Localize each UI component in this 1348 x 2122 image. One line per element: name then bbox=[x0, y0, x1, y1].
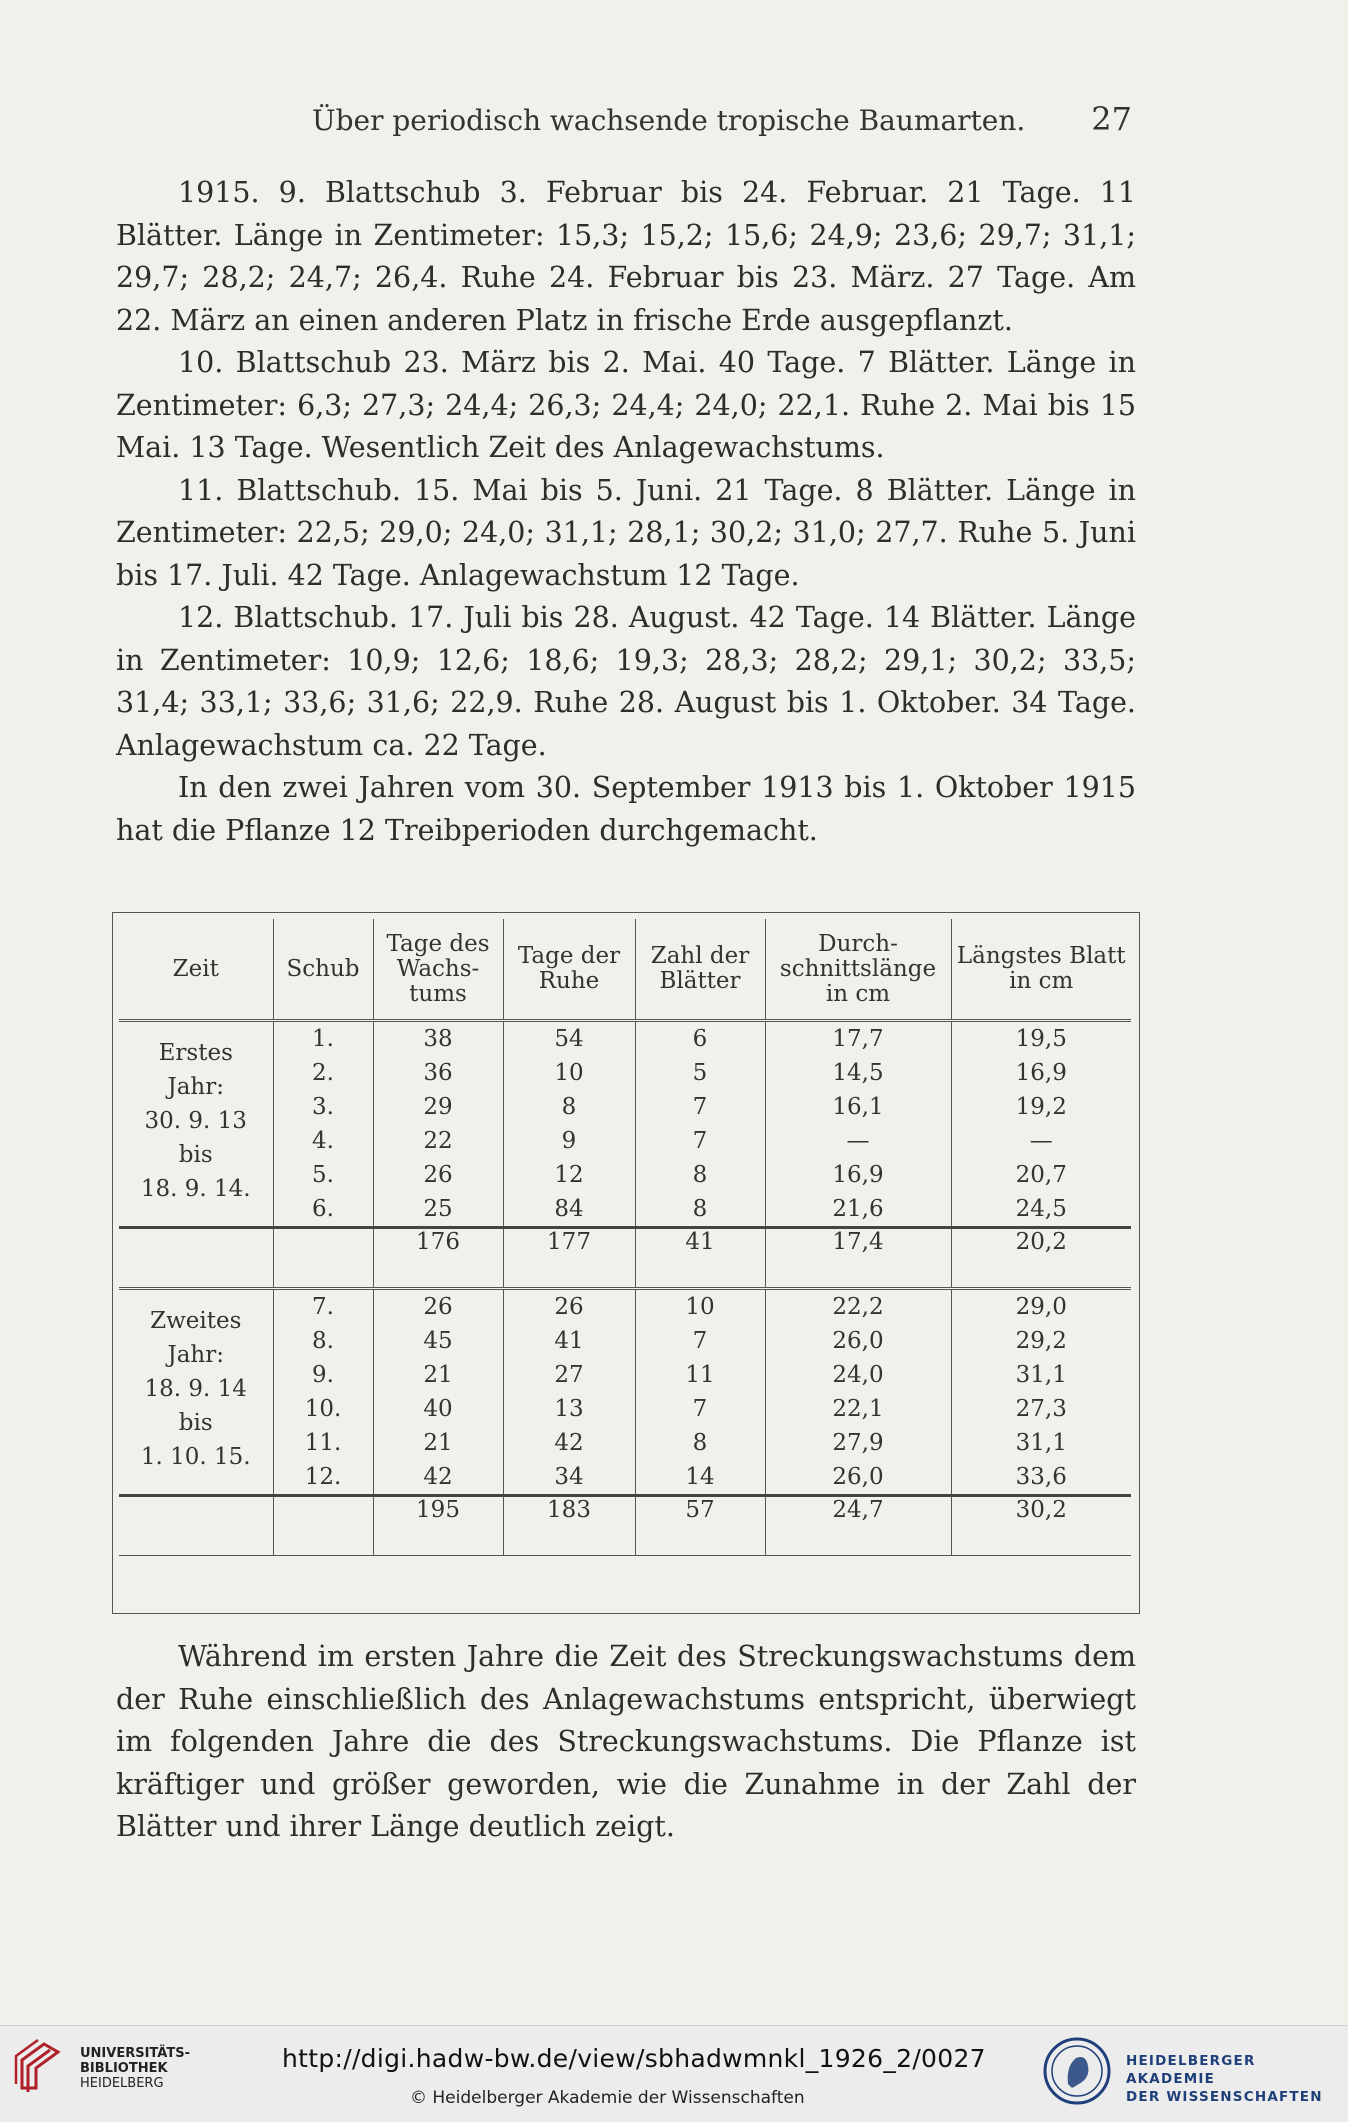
table-cell: 14 bbox=[685, 1464, 715, 1490]
table-cell: 42 bbox=[554, 1430, 584, 1456]
sum-cell: 183 bbox=[503, 1496, 635, 1556]
year1-column-3 bbox=[635, 1021, 765, 1228]
year2-period-label: Zweites Jahr: 18. 9. 14 bis 1. 10. 15. bbox=[119, 1289, 273, 1496]
sum-cell: 177 bbox=[503, 1228, 635, 1289]
table-cell: 2. bbox=[312, 1060, 334, 1086]
year2-column-5 bbox=[951, 1289, 1131, 1496]
table-cell: 22,2 bbox=[832, 1294, 884, 1320]
university-library-name: UNIVERSITÄTS- BIBLIOTHEK HEIDELBERG bbox=[80, 2046, 190, 2091]
table-cell: 29,0 bbox=[1015, 1294, 1067, 1320]
sum-cell: 17,4 bbox=[765, 1228, 951, 1289]
header-tage-wachstum: Tage des Wachs-tums bbox=[373, 919, 503, 1021]
table-cell: 8 bbox=[692, 1162, 708, 1188]
table-cell: 11 bbox=[685, 1362, 715, 1388]
table-cell: 9 bbox=[561, 1128, 577, 1154]
year1-column-0 bbox=[273, 1021, 373, 1228]
table-cell: 6 bbox=[692, 1026, 708, 1052]
table-cell: 16,1 bbox=[832, 1094, 884, 1120]
table-cell: 7 bbox=[692, 1396, 708, 1422]
table-cell: 26 bbox=[423, 1294, 453, 1320]
table-cell: 29,2 bbox=[1015, 1328, 1067, 1354]
sum-cell: 176 bbox=[373, 1228, 503, 1289]
table-header-row bbox=[119, 919, 1131, 1021]
sum-cell: 41 bbox=[635, 1228, 765, 1289]
table-cell: 41 bbox=[554, 1328, 584, 1354]
body-text bbox=[116, 172, 1136, 852]
page-number: 27 bbox=[1091, 100, 1132, 138]
empty-cell bbox=[119, 1496, 273, 1556]
table-cell: 8 bbox=[692, 1430, 708, 1456]
table-cell: 29 bbox=[423, 1094, 453, 1120]
empty-cell bbox=[273, 1228, 373, 1289]
table-cell: 31,1 bbox=[1015, 1430, 1067, 1456]
table-cell: 9. bbox=[312, 1362, 334, 1388]
year2-column-3 bbox=[635, 1289, 765, 1496]
table-cell: 5 bbox=[692, 1060, 708, 1086]
table-cell: 33,6 bbox=[1015, 1464, 1067, 1490]
table-cell: 31,1 bbox=[1015, 1362, 1067, 1388]
paragraph-blattschub-9: 1915. 9. Blattschub 3. Februar bis 24. Februar. 21 Tage. 11 Blätter. Länge in Zentimeter: 15,3; 15,2; 15,6; 24,9; 23,6; 29,7; 31,1; 29,7; 28,2; 24,7; 26,4. Ruhe 24. Februar bis 23. März. 27 Tage. Am 22. März an einen anderen Platz in frische Erde ausgepflanzt. bbox=[116, 176, 1136, 337]
table-cell: 16,9 bbox=[832, 1162, 884, 1188]
table-cell: 10. bbox=[304, 1396, 342, 1422]
table-cell: 7 bbox=[692, 1328, 708, 1354]
table-cell: 19,2 bbox=[1015, 1094, 1067, 1120]
paragraph-summary: In den zwei Jahren vom 30. September 1913 bis 1. Oktober 1915 hat die Pflanze 12 Treibperioden durchgemacht. bbox=[116, 771, 1136, 847]
sum-cell: 24,7 bbox=[765, 1496, 951, 1556]
header-durchschnittslaenge: Durch-schnittslänge in cm bbox=[765, 919, 951, 1021]
table-cell: 38 bbox=[423, 1026, 453, 1052]
year1-group bbox=[119, 1021, 1131, 1289]
table-cell: 26,0 bbox=[832, 1464, 884, 1490]
header-zahl-blaetter: Zahl der Blätter bbox=[635, 919, 765, 1021]
table-cell: 16,9 bbox=[1015, 1060, 1067, 1086]
table-cell: 21 bbox=[423, 1362, 453, 1388]
year1-column-2 bbox=[503, 1021, 635, 1228]
table-cell: 12 bbox=[554, 1162, 584, 1188]
table-cell: 6. bbox=[312, 1196, 334, 1222]
growth-table-frame bbox=[112, 912, 1140, 1614]
year1-period-label: Erstes Jahr: 30. 9. 13 bis 18. 9. 14. bbox=[119, 1021, 273, 1228]
table-cell: 5. bbox=[312, 1162, 334, 1188]
table-cell: 14,5 bbox=[832, 1060, 884, 1086]
table-cell: — bbox=[846, 1128, 870, 1154]
sum-cell: 30,2 bbox=[951, 1496, 1131, 1556]
document-url-link[interactable]: http://digi.hadw-bw.de/view/sbhadwmnkl_1926_2/0027 bbox=[282, 2044, 986, 2073]
year2-column-1 bbox=[373, 1289, 503, 1496]
table-cell: — bbox=[1029, 1128, 1053, 1154]
year1-sum-row bbox=[119, 1228, 1131, 1289]
paragraph-blattschub-10: 10. Blattschub 23. März bis 2. Mai. 40 Tage. 7 Blätter. Länge in Zentimeter: 6,3; 27,3; 24,4; 26,3; 24,4; 24,0; 22,1. Ruhe 2. Mai bis 15 Mai. 13 Tage. Wesentlich Zeit des Anlagewachstums. bbox=[116, 346, 1136, 464]
table-cell: 20,7 bbox=[1015, 1162, 1067, 1188]
table-cell: 19,5 bbox=[1015, 1026, 1067, 1052]
table-cell: 36 bbox=[423, 1060, 453, 1086]
table-cell: 45 bbox=[423, 1328, 453, 1354]
table-cell: 8. bbox=[312, 1328, 334, 1354]
paragraph-conclusion: Während im ersten Jahre die Zeit des Streckungswachstums dem der Ruhe einschließlich des Anlagewachstums entspricht, überwiegt im folgenden Jahre die des Streckungswachstums. Die Pflanze ist kräftiger und größer geworden, wie die Zunahme in der Zahl der Blätter und ihrer Länge deutlich zeigt. bbox=[116, 1640, 1136, 1843]
table-cell: 4. bbox=[312, 1128, 334, 1154]
table-cell: 26 bbox=[554, 1294, 584, 1320]
header-zeit: Zeit bbox=[119, 919, 273, 1021]
header-tage-ruhe: Tage der Ruhe bbox=[503, 919, 635, 1021]
year2-group bbox=[119, 1289, 1131, 1556]
table-cell: 7. bbox=[312, 1294, 334, 1320]
table-cell: 12. bbox=[304, 1464, 342, 1490]
table-cell: 84 bbox=[554, 1196, 584, 1222]
sum-cell: 57 bbox=[635, 1496, 765, 1556]
header-laengstes-blatt: Längstes Blatt in cm bbox=[951, 919, 1131, 1021]
table-cell: 8 bbox=[692, 1196, 708, 1222]
running-title: Über periodisch wachsende tropische Baumarten. bbox=[312, 104, 1026, 137]
table-cell: 22,1 bbox=[832, 1396, 884, 1422]
table-cell: 1. bbox=[312, 1026, 334, 1052]
table-cell: 22 bbox=[423, 1128, 453, 1154]
paragraph-blattschub-12: 12. Blattschub. 17. Juli bis 28. August. 42 Tage. 14 Blätter. Länge in Zentimeter: 10,9; 12,6; 18,6; 19,3; 28,3; 28,2; 29,1; 30,2; 33,5; 31,4; 33,1; 33,6; 31,6; 22,9. Ruhe 28. August bis 1. Oktober. 34 Tage. Anlagewachstum ca. 22 Tage. bbox=[116, 601, 1136, 762]
year2-column-2 bbox=[503, 1289, 635, 1496]
table-cell: 10 bbox=[685, 1294, 715, 1320]
closing-text bbox=[116, 1636, 1136, 1849]
academy-seal-icon bbox=[1042, 2036, 1112, 2106]
table-cell: 42 bbox=[423, 1464, 453, 1490]
table-cell: 40 bbox=[423, 1396, 453, 1422]
year2-sum-row bbox=[119, 1496, 1131, 1556]
empty-cell bbox=[119, 1228, 273, 1289]
table-cell: 54 bbox=[554, 1026, 584, 1052]
table-cell: 3. bbox=[312, 1094, 334, 1120]
empty-cell bbox=[273, 1496, 373, 1556]
year1-column-5 bbox=[951, 1021, 1131, 1228]
growth-table bbox=[119, 919, 1131, 1556]
sum-cell: 20,2 bbox=[951, 1228, 1131, 1289]
year1-column-1 bbox=[373, 1021, 503, 1228]
university-library-logo-icon bbox=[14, 2038, 66, 2098]
academy-name: HEIDELBERGER AKADEMIE DER WISSENSCHAFTEN bbox=[1126, 2053, 1323, 2105]
header-schub: Schub bbox=[273, 919, 373, 1021]
table-cell: 34 bbox=[554, 1464, 584, 1490]
table-cell: 11. bbox=[304, 1430, 342, 1456]
table-cell: 26,0 bbox=[832, 1328, 884, 1354]
table-cell: 27 bbox=[554, 1362, 584, 1388]
table-cell: 27,3 bbox=[1015, 1396, 1067, 1422]
table-cell: 17,7 bbox=[832, 1026, 884, 1052]
table-cell: 7 bbox=[692, 1094, 708, 1120]
year2-column-0 bbox=[273, 1289, 373, 1496]
table-cell: 7 bbox=[692, 1128, 708, 1154]
year1-rows bbox=[119, 1021, 1131, 1228]
footer-bar bbox=[0, 2025, 1348, 2122]
table-cell: 25 bbox=[423, 1196, 453, 1222]
table-cell: 8 bbox=[561, 1094, 577, 1120]
table-cell: 21 bbox=[423, 1430, 453, 1456]
year1-column-4 bbox=[765, 1021, 951, 1228]
year2-rows bbox=[119, 1289, 1131, 1496]
table-cell: 24,5 bbox=[1015, 1196, 1067, 1222]
year2-column-4 bbox=[765, 1289, 951, 1496]
paragraph-blattschub-11: 11. Blattschub. 15. Mai bis 5. Juni. 21 Tage. 8 Blätter. Länge in Zentimeter: 22,5; 29,0; 24,0; 31,1; 28,1; 30,2; 31,0; 27,7. Ruhe 5. Juni bis 17. Juli. 42 Tage. Anlagewachstum 12 Tage. bbox=[116, 473, 1136, 592]
table-cell: 13 bbox=[554, 1396, 584, 1422]
copyright-notice: © Heidelberger Akademie der Wissenschaften bbox=[410, 2088, 805, 2108]
sum-cell: 195 bbox=[373, 1496, 503, 1556]
table-cell: 10 bbox=[554, 1060, 584, 1086]
table-cell: 27,9 bbox=[832, 1430, 884, 1456]
table-cell: 26 bbox=[423, 1162, 453, 1188]
table-cell: 21,6 bbox=[832, 1196, 884, 1222]
table-cell: 24,0 bbox=[832, 1362, 884, 1388]
